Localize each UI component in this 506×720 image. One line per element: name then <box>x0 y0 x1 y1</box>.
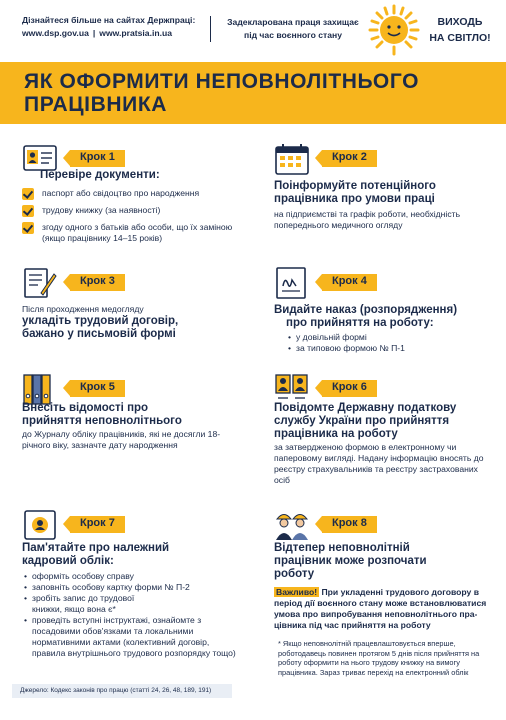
important-note <box>274 587 496 631</box>
step-6-badge: Крок 6 <box>322 380 377 397</box>
link-pratsia[interactable]: www.pratsia.in.ua <box>99 28 173 38</box>
checkbox-icon <box>22 188 34 200</box>
profile-card-icon <box>22 508 58 542</box>
step-8-heading-line-1: Відтепер неповнолітній <box>274 542 410 554</box>
step-4-badge: Крок 4 <box>322 274 377 291</box>
step-2-text: на підприємстві та графік роботи, необхідність попереднього медичного огляду <box>274 209 461 230</box>
check-item: паспорт або свідоцтво про народження <box>22 188 237 199</box>
step-5-heading-line-1: Внесіть відомості про <box>22 402 149 414</box>
step-4-heading-line-2: про прийняття на роботу: <box>286 317 434 329</box>
step-3-heading-line-1: укладіть трудовий договір, <box>22 315 179 327</box>
source-note: Джерело: Кодекс законів про працю (статті 24, 26, 48, 189, 191) <box>12 684 232 698</box>
step-2-heading-line-1: Поінформуйте потенційного <box>274 180 436 192</box>
step-8-heading-line-3: роботу <box>274 568 315 580</box>
sun-logo-icon <box>368 4 420 56</box>
step-3-badge: Крок 3 <box>70 274 125 291</box>
header-info-text: Дізнайтеся більше на сайтах Держпраці: <box>22 15 196 25</box>
header-slogan <box>218 16 368 42</box>
footnote: * Якщо неповнолітній працевлаштовується вперше, роботодавець повинен протягом 5 днів після прийняття на роботу оформити на нього трудову книжку на вимогу працівника. Зараз триває перехід на електронний облік <box>278 639 480 677</box>
step-7-badge: Крок 7 <box>70 516 125 533</box>
signed-document-icon <box>274 266 310 300</box>
title-line-1: ЯК ОФОРМИТИ НЕПОВНОЛІТНЬОГО <box>24 70 420 93</box>
header <box>0 0 506 56</box>
header-info <box>22 14 195 40</box>
slogan-line-1: Задекларована праця захищає <box>227 17 359 27</box>
slogan-line-2: під час воєнного стану <box>244 30 342 40</box>
step-6-heading-line-2: службу України про прийняття <box>274 415 450 427</box>
step-5-badge: Крок 5 <box>70 380 125 397</box>
step-2-badge: Крок 2 <box>322 150 377 167</box>
document-pen-icon <box>22 266 58 300</box>
page-title <box>0 62 506 124</box>
list-item: • проведіть вступні інструктажі, ознайомте з посадовими обов'язками та локальними нормативними актами (колективний договір, правила внутрішнього трудового розпорядку тощо) <box>22 615 237 659</box>
step-6-heading-line-1: Повідомте Державну податкову <box>274 402 457 414</box>
people-documents-icon <box>274 372 310 406</box>
list-item: • у довільній формі <box>286 332 499 343</box>
workers-icon <box>274 508 310 542</box>
list-item: • за типовою формою № П-1 <box>286 343 499 354</box>
step-7-heading-line-2: кадровий облік: <box>22 555 114 567</box>
check-item: трудову книжку (за наявності) <box>22 205 237 216</box>
step-1-badge: Крок 1 <box>70 150 125 167</box>
link-dsp[interactable]: www.dsp.gov.ua <box>22 28 89 38</box>
step-4-heading-line-1: Видайте наказ (розпорядження) <box>274 304 458 316</box>
step-6-heading-line-3: працівника на роботу <box>274 428 398 440</box>
campaign-name <box>420 14 500 46</box>
step-7-heading-line-1: Пам'ятайте про належний <box>22 542 170 554</box>
link-separator: | <box>92 28 96 38</box>
step-3-pre-text: Після проходження медогляду <box>22 304 144 314</box>
step-1-heading: Перевіре документи: <box>40 169 160 181</box>
checkbox-icon <box>22 205 34 217</box>
campaign-line-1: ВИХОДЬ <box>437 16 483 28</box>
step-8-badge: Крок 8 <box>322 516 377 533</box>
binders-icon <box>22 372 58 406</box>
important-label: Важливо! <box>276 587 318 597</box>
step-8-heading-line-2: працівник може розпочати <box>274 555 427 567</box>
title-line-2: ПРАЦІВНИКА <box>24 93 168 116</box>
list-item: • заповніть особову картку форми № П-2 <box>22 582 237 593</box>
checkbox-icon <box>22 222 34 234</box>
important-text: При укладенні трудового договору в період дії воєнного стану може встановлюватися умова про випробування неповнолітнього пра-цівника під час прийняття на роботу <box>274 587 487 630</box>
calendar-icon <box>274 142 310 176</box>
step-5-text: до Журналу обліку працівників, які не досягли 18-річного віку, зазначте дату народження <box>22 429 221 450</box>
campaign-line-2: НА СВІТЛО! <box>429 32 491 44</box>
check-item: згоду одного з батьків або особи, що їх заміною (якщо працівнику 14–15 років) <box>22 222 237 244</box>
list-item: • оформіть особову справу <box>22 571 237 582</box>
step-6-text: за затвердженою формою в електронному чи паперовому вигляді. Надану інформацію вносять до реєстру страхувальників та реєстру застрахованих осіб <box>274 442 484 485</box>
step-5-heading-line-2: прийняття неповнолітнього <box>22 415 182 427</box>
step-3-heading-line-2: бажано у письмовій формі <box>22 328 176 340</box>
header-divider <box>210 16 211 42</box>
step-2-heading-line-2: працівника про умови праці <box>274 193 435 205</box>
list-item: • зробіть запис до трудової книжки, якщо вона є* <box>22 593 152 615</box>
